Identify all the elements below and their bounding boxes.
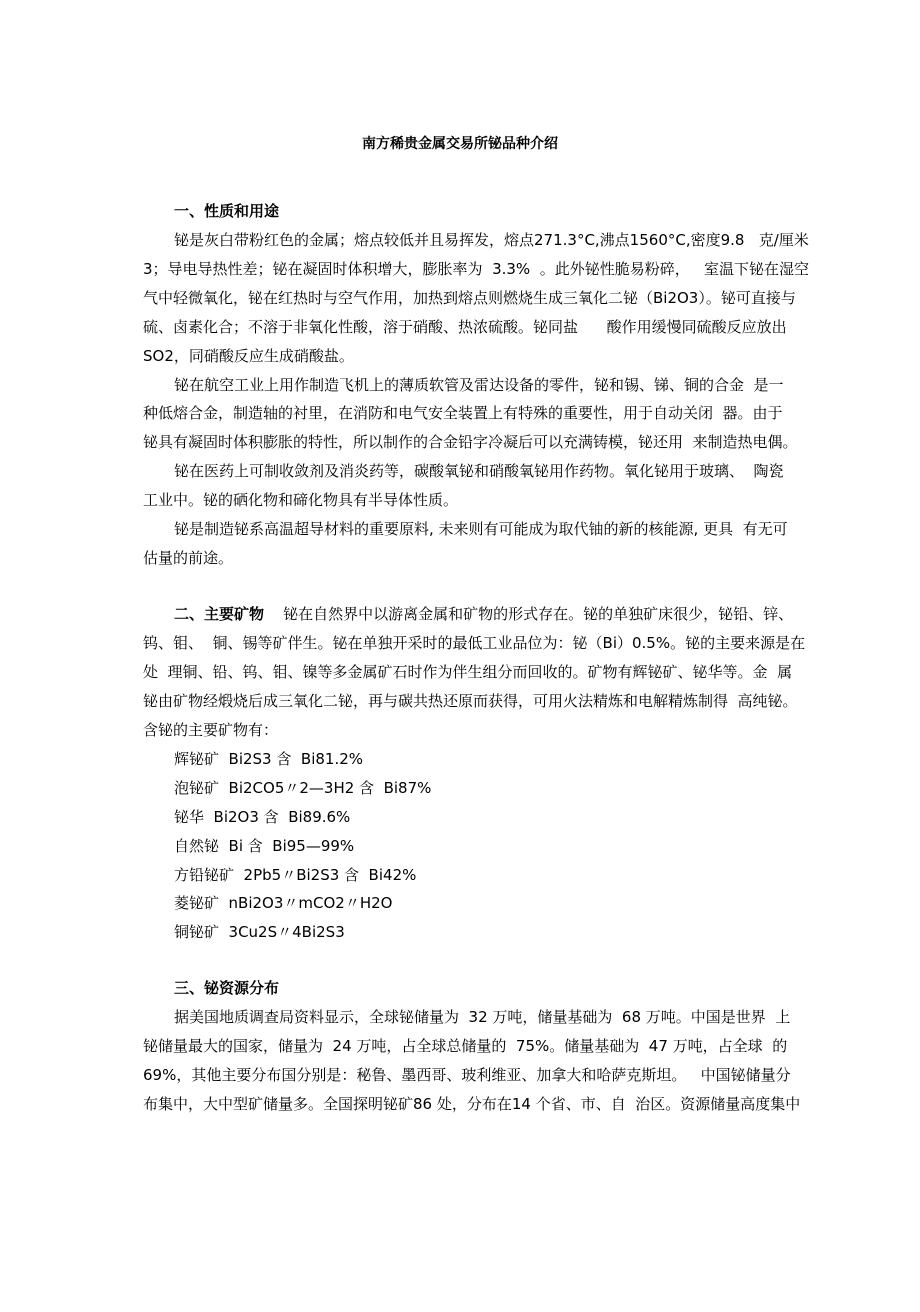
mineral-list-item: 铋华 Bi2O3 含 Bi89.6% (174, 808, 351, 826)
section-heading-distribution: 三、铋资源分布 (174, 979, 280, 997)
paragraph-line: 铋在自然界中以游离金属和矿物的形式存在。铋的单独矿床很少，铋铅、锌、 (283, 605, 794, 623)
paragraph-line: 铋在航空工业上用作制造飞机上的薄质软管及雷达设备的零件，铋和锡、锑、铜的合金 是一 (174, 376, 784, 394)
paragraph-line: 据美国地质调查局资料显示，全球铋储量为 32 万吨，储量基础为 68 万吨。中国是世界 上 (174, 1008, 791, 1026)
paragraph-line: 铋是灰白带粉红色的金属；熔点较低并且易挥发，熔点271.3°C,沸点1560°C,密度9.8 克/厘米 (174, 231, 809, 249)
paragraph-line: 69%，其他主要分布国分别是：秘鲁、墨西哥、玻利维亚、加拿大和哈萨克斯坦。 中国铋储量分 (143, 1066, 791, 1084)
paragraph-line: 钨、钼、 铜、锡等矿伴生。铋在单独开采时的最低工业品位为：铋（Bi）0.5%。铋的主要来源是在 (143, 634, 806, 652)
section-heading-properties: 一、性质和用途 (174, 202, 280, 220)
paragraph-line: 处 理铜、铅、钨、钼、镍等多金属矿石时作为伴生组分而回收的。矿物有辉铋矿、铋华等。金 属 (143, 663, 793, 681)
section-heading-minerals: 二、主要矿物 (174, 605, 265, 623)
paragraph-line: 铋具有凝固时体积膨胀的特性，所以制作的合金铅字冷凝后可以充满铸模，铋还用 来制造热电偶。 (143, 433, 798, 451)
paragraph-line: 铋在医药上可制收敛剂及消炎药等，碳酸氧铋和硝酸氧铋用作药物。氧化铋用于玻璃、 陶瓷 (174, 462, 784, 480)
paragraph-line: 布集中，大中型矿储量多。全国探明铋矿86 处，分布在14 个省、市、自 治区。资源储量高度集中 (143, 1095, 801, 1113)
paragraph-line: 种低熔合金，制造轴的衬里，在消防和电气安全装置上有特殊的重要性，用于自动关闭 器。由于 (143, 404, 783, 422)
paragraph-line: SO2，同硝酸反应生成硝酸盐。 (143, 347, 354, 365)
paragraph-line: 3；导电导热性差；铋在凝固时体积增大，膨胀率为 3.3% 。此外铋性脆易粉碎， 室温下铋在湿空 (143, 260, 810, 278)
paragraph-line: 铋储量最大的国家，储量为 24 万吨，占全球总储量的 75%。储量基础为 47 万吨，占全球 的 (143, 1037, 788, 1055)
paragraph-line: 估量的前途。 (143, 549, 234, 567)
mineral-list-item: 辉铋矿 Bi2S3 含 Bi81.2% (174, 750, 364, 768)
mineral-list-item: 方铅铋矿 2Pb5〃Bi2S3 含 Bi42% (174, 866, 417, 884)
paragraph-line: 铋由矿物经煅烧后成三氧化二铋，再与碳共热还原而获得，可用火法精炼和电解精炼制得 高纯铋。 (143, 692, 798, 710)
paragraph-line: 含铋的主要矿物有： (143, 721, 279, 739)
section-2-first-line (174, 603, 793, 625)
document-title: 南方稀贵金属交易所铋品种介绍 (362, 136, 558, 152)
mineral-list-item: 铜铋矿 3Cu2S〃4Bi2S3 (174, 923, 345, 941)
paragraph-line: 硫、卤素化合；不溶于非氧化性酸，溶于硝酸、热浓硫酸。铋同盐 酸作用缓慢同硫酸反应放出 (143, 318, 787, 336)
mineral-list-item: 自然铋 Bi 含 Bi95—99% (174, 837, 355, 855)
paragraph-line: 气中轻微氧化，铋在红热时与空气作用，加热到熔点则燃烧生成三氧化二铋（Bi2O3）。铋可直接与 (143, 289, 796, 307)
paragraph-line: 工业中。铋的硒化物和碲化物具有半导体性质。 (143, 491, 459, 509)
mineral-list-item: 菱铋矿 nBi2O3〃mCO2〃H2O (174, 894, 393, 912)
paragraph-line: 铋是制造铋系高温超导材料的重要原料, 未来则有可能成为取代铀的新的核能源, 更具 有无可 (174, 520, 788, 538)
mineral-list-item: 泡铋矿 Bi2CO5〃2—3H2 含 Bi87% (174, 779, 432, 797)
